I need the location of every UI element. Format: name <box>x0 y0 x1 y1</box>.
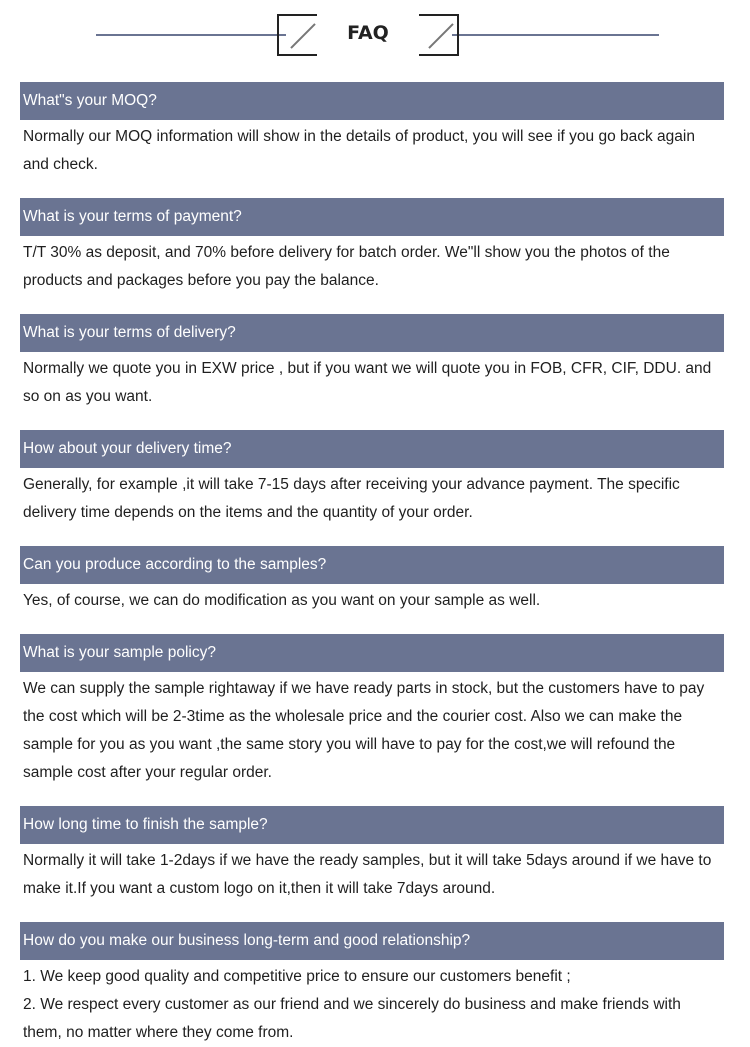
faq-answer <box>20 844 724 903</box>
header-right-rule <box>452 34 659 36</box>
faq-item <box>20 430 724 527</box>
faq-answer <box>20 352 724 411</box>
faq-answer-paragraph: Normally it will take 1-2days if we have the ready samples, but it will take 5days around if we have to make it.If you want a custom logo on it,then it will take 7days around. <box>23 852 712 897</box>
faq-answer-paragraph: Generally, for example ,it will take 7-15 days after receiving your advance payment. The specific delivery time depends on the items and the quantity of your order. <box>23 476 680 521</box>
faq-item <box>20 82 724 179</box>
faq-question: Can you produce according to the samples? <box>20 546 724 584</box>
faq-list <box>20 82 724 1047</box>
faq-answer-paragraph: T/T 30% as deposit, and 70% before delivery for batch order. We"ll show you the photos of the products and packages before you pay the balance. <box>23 244 670 289</box>
page-title: FAQ <box>347 22 389 44</box>
faq-item <box>20 198 724 295</box>
faq-answer-paragraph: 1. We keep good quality and competitive price to ensure our customers benefit ; <box>23 968 571 985</box>
faq-question: What is your terms of payment? <box>20 198 724 236</box>
faq-answer-paragraph: Normally we quote you in EXW price , but if you want we will quote you in FOB, CFR, CIF, DDU. and so on as you want. <box>23 360 712 405</box>
faq-answer <box>20 584 724 615</box>
faq-answer <box>20 120 724 179</box>
faq-item <box>20 806 724 903</box>
faq-answer-paragraph: We can supply the sample rightaway if we have ready parts in stock, but the customers have to pay the cost which will be 2-3time as the wholesale price and the courier cost. Also we can make the sample for you as you want ,the same story you will have to pay for the cost,we will refound the sample cost after your regular order. <box>23 680 705 781</box>
faq-answer <box>20 236 724 295</box>
faq-answer <box>20 672 724 787</box>
faq-question: How do you make our business long-term and good relationship? <box>20 922 724 960</box>
faq-header <box>0 0 750 70</box>
header-left-rule <box>96 34 286 36</box>
faq-answer-paragraph: Normally our MOQ information will show in the details of product, you will see if you go back again and check. <box>23 128 695 173</box>
faq-item <box>20 546 724 615</box>
faq-answer-paragraph: Yes, of course, we can do modification as you want on your sample as well. <box>23 592 541 609</box>
faq-item <box>20 922 724 1047</box>
faq-question: What"s your MOQ? <box>20 82 724 120</box>
faq-question: How long time to finish the sample? <box>20 806 724 844</box>
faq-question: How about your delivery time? <box>20 430 724 468</box>
faq-answer-paragraph: 2. We respect every customer as our friend and we sincerely do business and make friends with them, no matter where they come from. <box>23 996 681 1041</box>
faq-item <box>20 314 724 411</box>
faq-item <box>20 634 724 787</box>
faq-answer <box>20 468 724 527</box>
faq-question: What is your terms of delivery? <box>20 314 724 352</box>
faq-question: What is your sample policy? <box>20 634 724 672</box>
faq-answer <box>20 960 724 1047</box>
